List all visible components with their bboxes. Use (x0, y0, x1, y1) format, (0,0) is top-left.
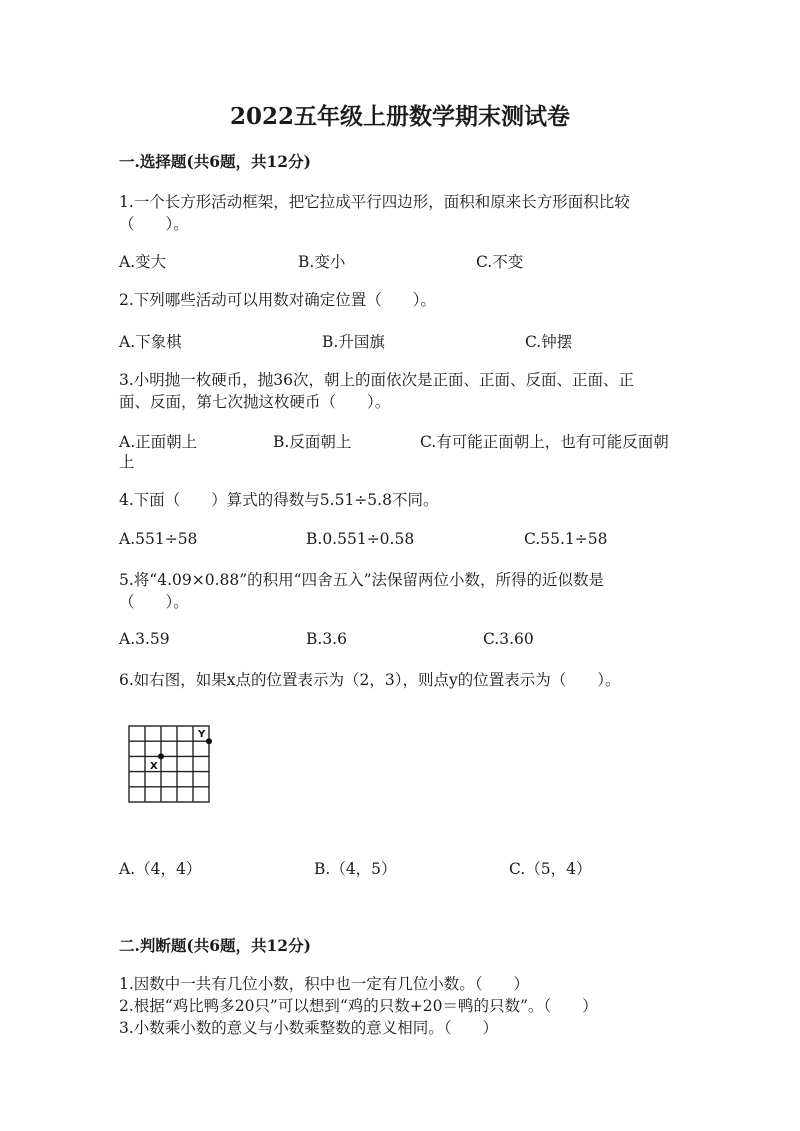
question-3-option-c: C.有可能正面朝上，也有可能反面朝 (420, 433, 669, 451)
question-1-option-a: A.变大 (119, 253, 167, 271)
question-5-option-c: C.3.60 (483, 630, 534, 648)
question-5-option-b: B.3.6 (306, 630, 347, 648)
question-1-line-1: 1.一个长方形活动框架，把它拉成平行四边形，面积和原来长方形面积比较 (119, 193, 630, 211)
question-3-line-2: 面、反面，第七次抛这枚硬币（ ）。 (119, 393, 391, 411)
point-x-label: X (150, 761, 158, 772)
page-title: 2022五年级上册数学期末测试卷 (229, 103, 570, 130)
question-6-option-a: A.（4，4） (119, 860, 202, 878)
question-3-line-1: 3.小明抛一枚硬币，抛36次，朝上的面依次是正面、正面、反面、正面、正 (119, 371, 635, 389)
question-4-option-b: B.0.551÷0.58 (306, 530, 415, 548)
question-3-option-b: B.反面朝上 (273, 433, 352, 451)
question-3-option-c-wrap: 上 (119, 453, 135, 471)
question-3-option-a: A.正面朝上 (119, 433, 198, 451)
question-6-line-1: 6.如右图，如果x点的位置表示为（2，3），则点y的位置表示为（ ）。 (119, 671, 621, 689)
section-heading-judgement: 二.判断题(共6题，共12分) (119, 936, 311, 955)
judgement-1: 1.因数中一共有几位小数，积中也一定有几位小数。（ ） (119, 975, 530, 993)
point-y-dot (206, 738, 212, 744)
question-2-line-1: 2.下列哪些活动可以用数对确定位置（ ）。 (119, 291, 437, 309)
point-y-label: Y (198, 729, 206, 740)
section-heading-choice: 一.选择题(共6题，共12分) (119, 152, 311, 171)
question-1-option-b: B.变小 (298, 253, 346, 271)
question-4-option-c: C.55.1÷58 (524, 530, 608, 548)
question-2-option-c: C.钟摆 (525, 333, 573, 351)
judgement-3: 3.小数乘小数的意义与小数乘整数的意义相同。（ ） (119, 1019, 499, 1037)
question-2-option-a: A.下象棋 (119, 333, 182, 351)
question-5-option-a: A.3.59 (119, 630, 170, 648)
question-6-option-c: C.（5，4） (509, 860, 592, 878)
question-4-line-1: 4.下面（ ）算式的得数与5.51÷5.8不同。 (119, 491, 439, 509)
question-5-line-1: 5.将“4.09×0.88”的积用“四舍五入”法保留两位小数，所得的近似数是 (119, 571, 604, 589)
question-1-line-2: （ ）。 (119, 215, 189, 233)
question-1-option-c: C.不变 (476, 253, 524, 271)
question-2-option-b: B.升国旗 (322, 333, 385, 351)
judgement-2: 2.根据“鸡比鸭多20只”可以想到“鸡的只数+20＝鸭的只数”。（ ） (119, 997, 598, 1015)
point-x-dot (158, 753, 164, 759)
coordinate-grid-figure (127, 724, 215, 804)
question-6-option-b: B.（4，5） (314, 860, 397, 878)
question-5-line-2: （ ）。 (119, 593, 189, 611)
question-4-option-a: A.551÷58 (119, 530, 198, 548)
